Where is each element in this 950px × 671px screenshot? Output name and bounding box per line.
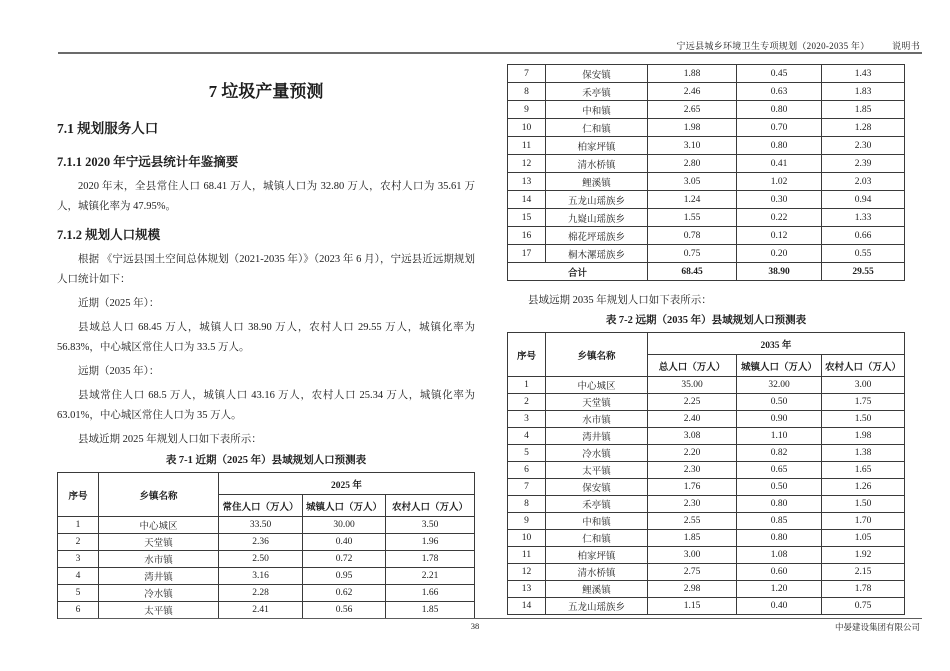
table-row (508, 530, 905, 547)
town-name-cell: 五龙山瑶族乡 (546, 598, 648, 615)
population-value-cell: 1.10 (737, 428, 822, 445)
town-name-cell: 水市镇 (99, 551, 219, 568)
town-name-cell: 天堂镇 (546, 394, 648, 411)
town-name-cell: 鲤溪镇 (546, 173, 648, 191)
row-number-cell: 16 (508, 227, 546, 245)
population-value-cell: 1.78 (822, 581, 905, 598)
row-number-cell: 4 (58, 568, 99, 585)
population-value-cell: 2.55 (648, 513, 737, 530)
town-name-cell: 九嶷山瑶族乡 (546, 209, 648, 227)
row-number-cell: 7 (508, 65, 546, 83)
table-row (508, 428, 905, 445)
row-number-cell: 11 (508, 137, 546, 155)
table-row (508, 245, 905, 263)
population-value-cell: 1.38 (822, 445, 905, 462)
population-value-cell: 35.00 (648, 377, 737, 394)
col-header-urban-pop: 城镇人口（万人） (737, 355, 822, 377)
population-value-cell: 0.45 (737, 65, 822, 83)
paragraph-far-term: 县域常住人口 68.5 万人，城镇人口 43.16 万人，农村人口 25.34 万人，城镇化率为 63.01%，中心城区常住人口为 35 万人。 (57, 390, 475, 421)
population-value-cell: 0.75 (648, 245, 737, 263)
row-number-cell: 13 (508, 581, 546, 598)
population-value-cell: 1.75 (822, 394, 905, 411)
running-header (676, 39, 920, 52)
town-name-cell: 五龙山瑶族乡 (546, 191, 648, 209)
population-value-cell: 3.08 (648, 428, 737, 445)
row-number-cell: 15 (508, 209, 546, 227)
population-value-cell: 0.82 (737, 445, 822, 462)
row-number-cell: 17 (508, 245, 546, 263)
paragraph-table1-intro: 县域近期 2025 年规划人口如下表所示： (78, 434, 262, 445)
row-number-cell: 7 (508, 479, 546, 496)
header-rule (58, 52, 922, 54)
table-row (508, 377, 905, 394)
population-value-cell: 3.00 (648, 547, 737, 564)
row-number-cell: 5 (508, 445, 546, 462)
population-value-cell: 2.40 (648, 411, 737, 428)
right-column (507, 64, 905, 615)
population-value-cell: 32.00 (737, 377, 822, 394)
row-number-cell: 3 (58, 551, 99, 568)
population-value-cell: 1.85 (386, 602, 475, 619)
town-name-cell: 天堂镇 (99, 534, 219, 551)
table-7-1-body (58, 517, 475, 619)
population-value-cell: 2.15 (822, 564, 905, 581)
population-value-cell: 2.21 (386, 568, 475, 585)
population-value-cell: 0.56 (303, 602, 386, 619)
table-row (58, 534, 475, 551)
row-number-cell: 13 (508, 173, 546, 191)
table-row (508, 411, 905, 428)
population-value-cell: 1.85 (648, 530, 737, 547)
paragraph-2020-summary: 2020 年末，全县常住人口 68.41 万人，城镇人口为 32.80 万人，农村人口为 35.61 万人，城镇化率为 47.95%。 (57, 181, 475, 212)
table-row (58, 602, 475, 619)
population-value-cell: 0.72 (303, 551, 386, 568)
population-value-cell: 1.50 (822, 496, 905, 513)
population-value-cell: 0.30 (737, 191, 822, 209)
total-resident-pop-cell: 68.45 (648, 263, 737, 281)
col-header-town: 乡镇名称 (546, 333, 648, 377)
population-value-cell: 2.30 (648, 496, 737, 513)
table-row (508, 496, 905, 513)
population-value-cell: 0.90 (737, 411, 822, 428)
row-number-cell: 6 (58, 602, 99, 619)
town-name-cell: 仁和镇 (546, 119, 648, 137)
town-name-cell: 湾井镇 (99, 568, 219, 585)
population-value-cell: 1.26 (822, 479, 905, 496)
col-header-town: 乡镇名称 (99, 473, 219, 517)
paragraph-near-term-label: 近期（2025 年）： (78, 298, 160, 309)
population-value-cell: 1.50 (822, 411, 905, 428)
col-header-total-pop: 总人口（万人） (648, 355, 737, 377)
page-number: 38 (470, 621, 480, 631)
row-number-cell: 8 (508, 496, 546, 513)
town-name-cell: 中和镇 (546, 101, 648, 119)
population-value-cell: 1.08 (737, 547, 822, 564)
population-value-cell: 3.50 (386, 517, 475, 534)
population-value-cell: 2.03 (822, 173, 905, 191)
row-number-cell: 14 (508, 191, 546, 209)
population-value-cell: 3.10 (648, 137, 737, 155)
total-label-cell: 合计 (508, 263, 648, 281)
row-number-cell: 1 (58, 517, 99, 534)
population-value-cell: 0.63 (737, 83, 822, 101)
table-row (508, 101, 905, 119)
row-number-cell: 14 (508, 598, 546, 615)
town-name-cell: 太平镇 (99, 602, 219, 619)
table-row (508, 598, 905, 615)
town-name-cell: 桐木漯瑶族乡 (546, 245, 648, 263)
population-value-cell: 1.55 (648, 209, 737, 227)
population-value-cell: 1.76 (648, 479, 737, 496)
table-row (508, 137, 905, 155)
paragraph-far-term-label: 远期（2035 年）： (78, 366, 160, 377)
table-7-2 (507, 332, 905, 615)
col-header-rural-pop: 农村人口（万人） (822, 355, 905, 377)
town-name-cell: 鲤溪镇 (546, 581, 648, 598)
col-header-resident-pop: 常住人口（万人） (219, 495, 303, 517)
population-value-cell: 0.80 (737, 137, 822, 155)
population-value-cell: 2.30 (648, 462, 737, 479)
table-7-2-body (508, 377, 905, 615)
population-value-cell: 0.85 (737, 513, 822, 530)
row-number-cell: 1 (508, 377, 546, 394)
row-number-cell: 8 (508, 83, 546, 101)
table-total-row (508, 263, 905, 281)
population-value-cell: 0.20 (737, 245, 822, 263)
population-value-cell: 0.60 (737, 564, 822, 581)
population-value-cell: 2.30 (822, 137, 905, 155)
table-row (508, 65, 905, 83)
paragraph-table2-intro: 县域远期 2035 年规划人口如下表所示： (528, 295, 712, 306)
population-value-cell: 1.28 (822, 119, 905, 137)
paragraph-planning-basis: 根据 《宁远县国土空间总体规划（2021-2035 年）》（2023 年 6 月），宁远县近远期规划人口统计如下： (57, 254, 475, 285)
row-number-cell: 11 (508, 547, 546, 564)
population-value-cell: 1.92 (822, 547, 905, 564)
col-header-urban-pop: 城镇人口（万人） (303, 495, 386, 517)
row-number-cell: 10 (508, 530, 546, 547)
population-value-cell: 1.88 (648, 65, 737, 83)
population-value-cell: 1.20 (737, 581, 822, 598)
running-header-doc-label: 说明书 (892, 41, 920, 51)
town-name-cell: 清水桥镇 (546, 155, 648, 173)
section-7-1-1-heading: 7.1.1 2020 年宁远县统计年鉴摘要 (57, 155, 239, 169)
table-row (508, 445, 905, 462)
col-header-no: 序号 (58, 473, 99, 517)
table-row (508, 191, 905, 209)
population-value-cell: 0.65 (737, 462, 822, 479)
population-value-cell: 0.55 (822, 245, 905, 263)
table-row (58, 585, 475, 602)
population-value-cell: 0.41 (737, 155, 822, 173)
population-value-cell: 3.00 (822, 377, 905, 394)
table-row (508, 209, 905, 227)
population-value-cell: 1.33 (822, 209, 905, 227)
population-value-cell: 2.50 (219, 551, 303, 568)
table-row (58, 568, 475, 585)
section-7-1-2-heading: 7.1.2 规划人口规模 (57, 228, 161, 242)
table-row (508, 227, 905, 245)
table-row (508, 83, 905, 101)
row-number-cell: 9 (508, 513, 546, 530)
population-value-cell: 3.16 (219, 568, 303, 585)
table-row (508, 479, 905, 496)
table-7-1-total (508, 263, 905, 281)
population-value-cell: 2.46 (648, 83, 737, 101)
col-header-year-group: 2035 年 (648, 333, 905, 355)
population-value-cell: 1.05 (822, 530, 905, 547)
row-number-cell: 12 (508, 155, 546, 173)
population-value-cell: 1.98 (648, 119, 737, 137)
population-value-cell: 1.66 (386, 585, 475, 602)
table-7-1 (57, 472, 475, 619)
table-row (508, 394, 905, 411)
town-name-cell: 冷水镇 (99, 585, 219, 602)
population-value-cell: 1.98 (822, 428, 905, 445)
table-row (508, 547, 905, 564)
population-value-cell: 0.50 (737, 479, 822, 496)
population-value-cell: 1.02 (737, 173, 822, 191)
population-value-cell: 0.70 (737, 119, 822, 137)
population-value-cell: 3.05 (648, 173, 737, 191)
population-value-cell: 2.20 (648, 445, 737, 462)
population-value-cell: 0.50 (737, 394, 822, 411)
town-name-cell: 仁和镇 (546, 530, 648, 547)
table-row (58, 517, 475, 534)
town-name-cell: 禾亭镇 (546, 83, 648, 101)
population-value-cell: 0.75 (822, 598, 905, 615)
population-value-cell: 1.85 (822, 101, 905, 119)
section-7-1-heading: 7.1 规划服务人口 (57, 121, 159, 136)
table-row (508, 155, 905, 173)
total-rural-pop-cell: 29.55 (822, 263, 905, 281)
population-value-cell: 2.25 (648, 394, 737, 411)
population-value-cell: 33.50 (219, 517, 303, 534)
population-value-cell: 2.36 (219, 534, 303, 551)
population-value-cell: 0.40 (737, 598, 822, 615)
row-number-cell: 6 (508, 462, 546, 479)
population-value-cell: 0.40 (303, 534, 386, 551)
population-value-cell: 1.15 (648, 598, 737, 615)
table-row (508, 462, 905, 479)
total-urban-pop-cell: 38.90 (737, 263, 822, 281)
table-row (508, 119, 905, 137)
population-value-cell: 2.98 (648, 581, 737, 598)
town-name-cell: 棉花坪瑶族乡 (546, 227, 648, 245)
town-name-cell: 太平镇 (546, 462, 648, 479)
chapter-title: 7 垃圾产量预测 (208, 82, 324, 101)
table-row (508, 564, 905, 581)
population-value-cell: 0.80 (737, 101, 822, 119)
col-header-rural-pop: 农村人口（万人） (386, 495, 475, 517)
table-7-1-continuation (507, 64, 905, 281)
row-number-cell: 5 (58, 585, 99, 602)
town-name-cell: 中心城区 (546, 377, 648, 394)
population-value-cell: 0.80 (737, 530, 822, 547)
table-7-2-caption: 表 7-2 远期（2035 年）县域规划人口预测表 (605, 315, 807, 326)
population-value-cell: 0.66 (822, 227, 905, 245)
population-value-cell: 1.65 (822, 462, 905, 479)
population-value-cell: 1.43 (822, 65, 905, 83)
population-value-cell: 30.00 (303, 517, 386, 534)
town-name-cell: 禾亭镇 (546, 496, 648, 513)
population-value-cell: 0.62 (303, 585, 386, 602)
col-header-no: 序号 (508, 333, 546, 377)
row-number-cell: 4 (508, 428, 546, 445)
town-name-cell: 中心城区 (99, 517, 219, 534)
town-name-cell: 中和镇 (546, 513, 648, 530)
company-name: 中晏建设集团有限公司 (834, 622, 920, 632)
population-value-cell: 1.24 (648, 191, 737, 209)
table-row (508, 173, 905, 191)
population-value-cell: 2.41 (219, 602, 303, 619)
running-header-title: 宁远县城乡环境卫生专项规划（2020-2035 年） (676, 41, 870, 51)
population-value-cell: 1.96 (386, 534, 475, 551)
row-number-cell: 2 (508, 394, 546, 411)
table-7-1-header (58, 473, 475, 517)
town-name-cell: 保安镇 (546, 65, 648, 83)
left-column (57, 76, 475, 619)
population-value-cell: 0.22 (737, 209, 822, 227)
town-name-cell: 柏家坪镇 (546, 547, 648, 564)
row-number-cell: 3 (508, 411, 546, 428)
paragraph-near-term: 县域总人口 68.45 万人，城镇人口 38.90 万人，农村人口 29.55 万人，城镇化率为 56.83%，中心城区常住人口为 33.5 万人。 (57, 322, 475, 353)
table-7-2-header (508, 333, 905, 377)
table-row (508, 581, 905, 598)
footer-rule (58, 618, 922, 619)
row-number-cell: 12 (508, 564, 546, 581)
population-value-cell: 1.78 (386, 551, 475, 568)
town-name-cell: 保安镇 (546, 479, 648, 496)
population-value-cell: 0.94 (822, 191, 905, 209)
population-value-cell: 2.39 (822, 155, 905, 173)
population-value-cell: 2.80 (648, 155, 737, 173)
population-value-cell: 1.83 (822, 83, 905, 101)
population-value-cell: 0.12 (737, 227, 822, 245)
population-value-cell: 0.78 (648, 227, 737, 245)
row-number-cell: 2 (58, 534, 99, 551)
table-row (508, 513, 905, 530)
town-name-cell: 冷水镇 (546, 445, 648, 462)
table-row (58, 551, 475, 568)
col-header-year-group: 2025 年 (219, 473, 475, 495)
population-value-cell: 0.80 (737, 496, 822, 513)
town-name-cell: 柏家坪镇 (546, 137, 648, 155)
population-value-cell: 0.95 (303, 568, 386, 585)
population-value-cell: 2.28 (219, 585, 303, 602)
town-name-cell: 清水桥镇 (546, 564, 648, 581)
population-value-cell: 2.65 (648, 101, 737, 119)
population-value-cell: 1.70 (822, 513, 905, 530)
population-value-cell: 2.75 (648, 564, 737, 581)
town-name-cell: 湾井镇 (546, 428, 648, 445)
row-number-cell: 10 (508, 119, 546, 137)
town-name-cell: 水市镇 (546, 411, 648, 428)
row-number-cell: 9 (508, 101, 546, 119)
table-7-1-caption: 表 7-1 近期（2025 年）县域规划人口预测表 (165, 455, 367, 466)
table-7-1-continuation-body (508, 65, 905, 263)
